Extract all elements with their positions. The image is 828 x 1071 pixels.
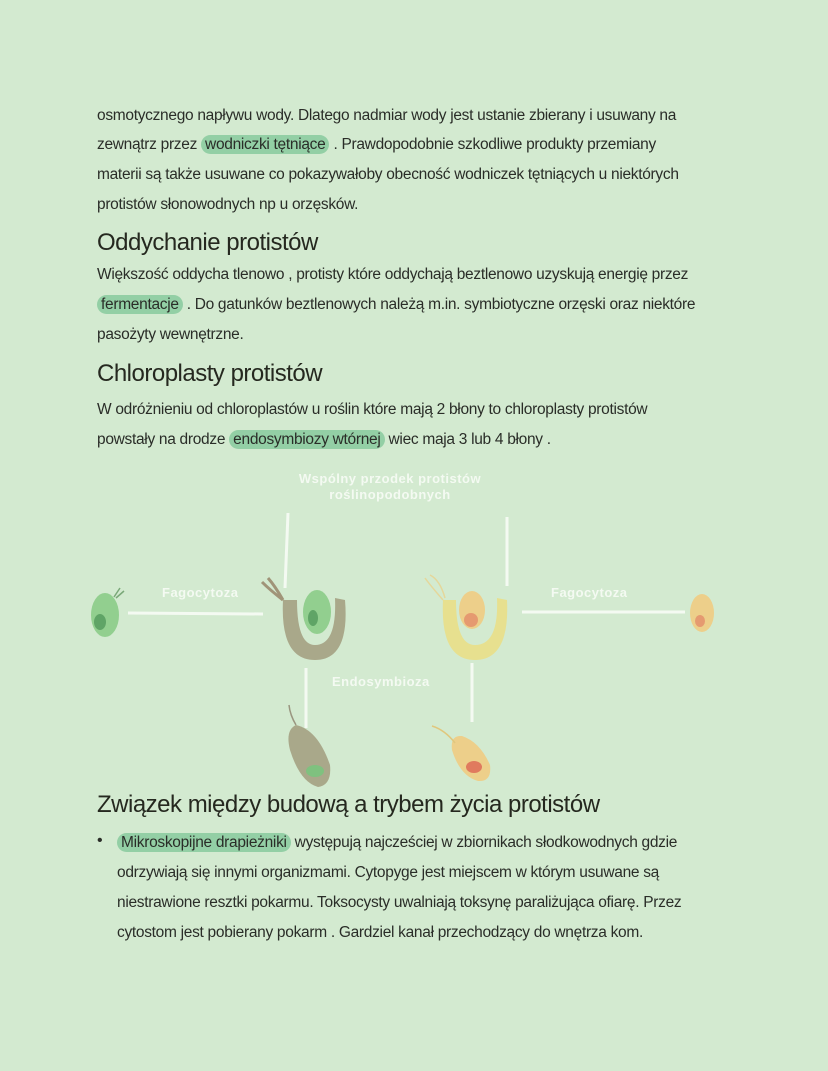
phagocytosis-label-left: Fagocytoza [162,585,239,600]
engulfing-protist-icon [262,578,346,660]
text-segment: W odróżnieniu od chloroplastów u roślin które mają 2 błony to chloroplasty protistów [97,401,648,418]
highlighted-term: wodniczki tętniące [201,135,329,154]
text-line [117,833,677,853]
text-line [97,135,656,155]
text-segment: Chloroplasty protistów [97,360,323,387]
endosymbiosis-label: Endosymbioza [332,674,430,689]
red-alga-cell-icon [690,594,714,632]
text-segment: protistów słonowodnych np u orzęsków. [97,196,359,213]
text-line [97,265,688,285]
section-heading [97,359,322,389]
text-segment: Większość oddycha tlenowo , protisty które oddychają beztlenowo uzyskują energię przez [97,266,689,283]
text-line [97,295,695,315]
text-line [97,325,244,345]
text-segment: materii są także usuwane co pokazywałoby obecność wodniczek tętniących u niektórych [97,166,679,183]
endosymbiosis-diagram [0,460,828,790]
text-line [117,893,681,913]
text-segment: osmotycznego napływu wody. Dlatego nadmiar wody jest ustanie zbierany i usuwany na [97,107,677,124]
highlighted-term: fermentacje [97,295,183,314]
connector-line [285,513,288,588]
section-heading [97,228,318,258]
text-line [97,195,358,215]
text-segment: Oddychanie protistów [97,229,318,256]
text-segment: . Do gatunków beztlenowych należą m.in. symbiotyczne orzęski oraz niektóre [182,296,696,313]
text-line [97,430,551,450]
connector-line [128,613,263,614]
text-segment: Związek między budową a trybem życia protistów [97,791,600,818]
text-line [97,400,647,420]
highlighted-term: Mikroskopijne drapieżniki [117,833,291,852]
text-segment: powstały na drodze [97,431,230,448]
text-line [97,106,676,126]
text-line [117,863,659,883]
text-segment: cytostom jest pobierany pokarm . Gardziel kanał przechodzący do wnętrza kom. [117,924,643,941]
text-segment: . Prawdopodobnie szkodliwe produkty przemiany [329,136,656,153]
bullet-point: • [97,832,103,849]
text-segment: pasożyty wewnętrzne. [97,326,244,343]
text-segment: zewnątrz przez [97,136,202,153]
engulfing-yellow-protist-icon [425,575,507,660]
green-plastid-protist-icon [288,705,330,787]
green-alga-cell-icon [91,588,124,637]
diagram-illustration [0,460,828,790]
phagocytosis-label-right: Fagocytoza [551,585,628,600]
highlighted-term: endosymbiozy wtórnej [229,430,384,449]
section-heading [97,790,600,820]
text-segment: odrzywiają się innymi organizmami. Cytopyge jest miejscem w którym usuwane są [117,864,659,881]
text-segment: wiec maja 3 lub 4 błony . [384,431,551,448]
text-line [117,923,643,943]
text-segment: występują najcześciej w zbiornikach słodkowodnych gdzie [290,834,678,851]
text-segment: niestrawione resztki pokarmu. Toksocysty uwalniają toksynę paraliżująca ofiarę. Przez [117,894,682,911]
text-line [97,165,679,185]
ancestor-label: Wspólny przodek protistów roślinopodobnych [298,471,482,502]
red-plastid-protist-icon [432,726,490,781]
